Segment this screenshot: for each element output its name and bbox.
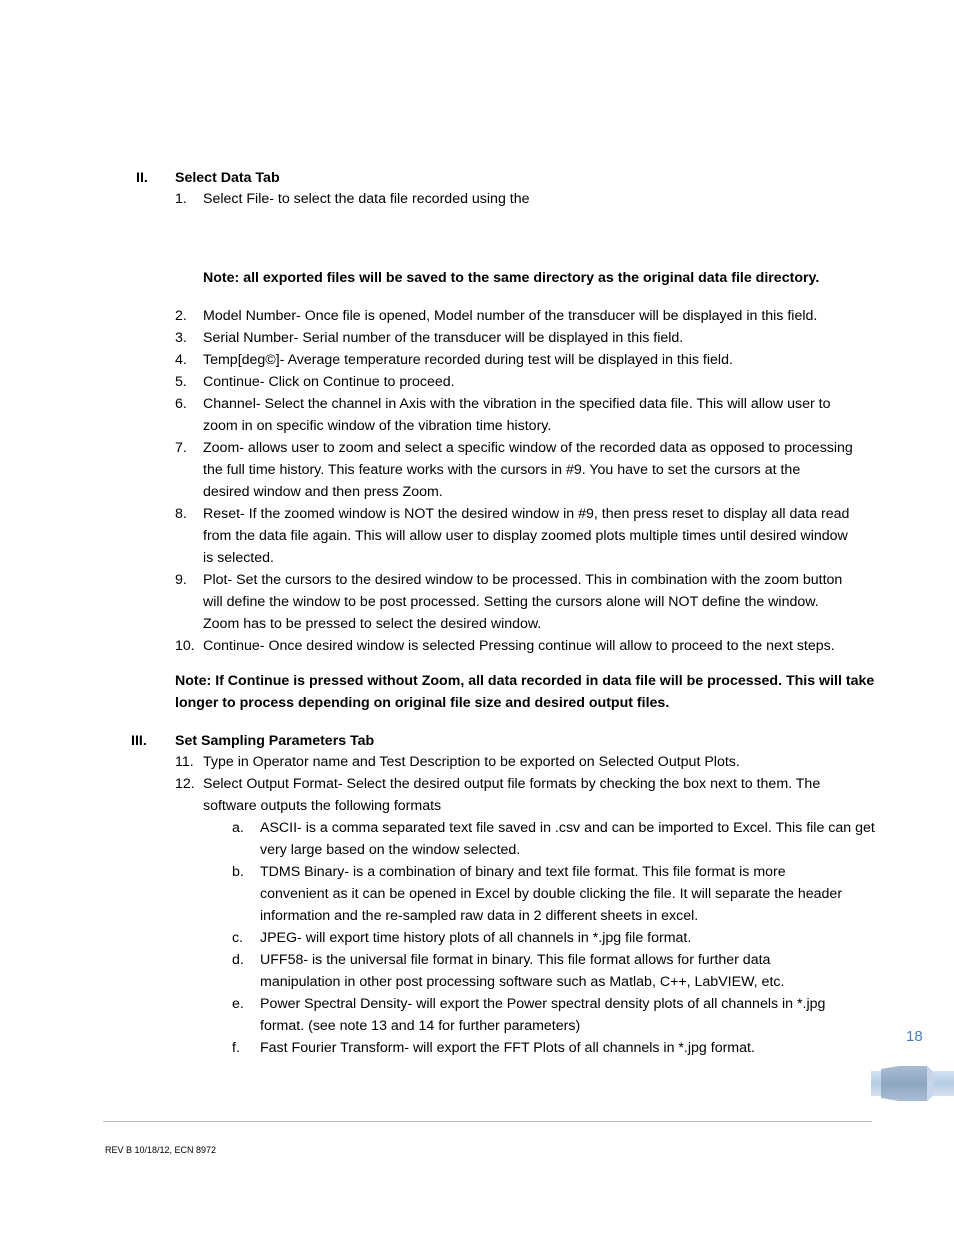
list-item-text: zoom in on specific window of the vibration time history. (203, 418, 552, 434)
format-item-text: ASCII- is a comma separated text file saved in .csv and can be imported to Excel. This file can get (260, 820, 875, 836)
list-item-number: 3. (175, 330, 187, 346)
list-item-text: Reset- If the zoomed window is NOT the desired window in #9, then press reset to display all data read (203, 506, 850, 522)
list-item-number: 9. (175, 572, 187, 588)
list-item-number: 4. (175, 352, 187, 368)
format-item-number: a. (232, 820, 244, 836)
section-2-title: Select Data Tab (175, 170, 280, 186)
list-item-number: 6. (175, 396, 187, 412)
page-tab-graphic (871, 1066, 954, 1101)
format-item-number: c. (232, 930, 244, 946)
list-item-text: will define the window to be post processed. Setting the cursors alone will NOT define the window. (203, 594, 819, 610)
list-item-text: is selected. (203, 550, 274, 566)
format-item-text: Power Spectral Density- will export the Power spectral density plots of all channels in *.jpg (260, 996, 826, 1012)
list-item-number: 5. (175, 374, 187, 390)
list-item-text: from the data file again. This will allow user to display zoomed plots multiple times until desired window (203, 528, 848, 544)
note-exported-files: Note: all exported files will be saved to the same directory as the original data file directory. (203, 270, 820, 286)
format-item-number: d. (232, 952, 244, 968)
note-continue-line-2: longer to process depending on original file size and desired output files. (175, 695, 670, 711)
list-item-text: desired window and then press Zoom. (203, 484, 443, 500)
format-item-text: format. (see note 13 and 14 for further parameters) (260, 1018, 581, 1034)
list-item-number: 12. (175, 776, 195, 792)
list-item-number: 2. (175, 308, 187, 324)
list-item-text: Channel- Select the channel in Axis with the vibration in the specified data file. This will allow user to (203, 396, 831, 412)
list-item-number: 8. (175, 506, 187, 522)
list-item-text: software outputs the following formats (203, 798, 442, 814)
list-item-text: Zoom- allows user to zoom and select a specific window of the recorded data as opposed to processing (203, 440, 853, 456)
format-item-number: e. (232, 996, 244, 1012)
format-item-text: Fast Fourier Transform- will export the FFT Plots of all channels in *.jpg format. (260, 1040, 755, 1056)
list-item-text: Temp[deg©]- Average temperature recorded during test will be displayed in this field. (203, 352, 733, 368)
note-continue-line-1: Note: If Continue is pressed without Zoom, all data recorded in data file will be processed. This will take (175, 673, 875, 689)
format-item-text: UFF58- is the universal file format in binary. This file format allows for further data (260, 952, 771, 968)
list-item-text: Serial Number- Serial number of the transducer will be displayed in this field. (203, 330, 684, 346)
format-item-number: b. (232, 864, 244, 880)
section-3-title: Set Sampling Parameters Tab (175, 733, 375, 749)
page-number: 18 (906, 1028, 923, 1045)
item-1-number: 1. (175, 191, 187, 207)
section-3-numeral: III. (131, 733, 147, 749)
list-item-text: Continue- Once desired window is selected Pressing continue will allow to proceed to the next steps. (203, 638, 835, 654)
list-item-text: Type in Operator name and Test Description to be exported on Selected Output Plots. (203, 754, 740, 770)
list-item-text: Zoom has to be pressed to select the desired window. (203, 616, 542, 632)
section-2-numeral: II. (136, 170, 148, 186)
format-item-text: TDMS Binary- is a combination of binary and text file format. This file format is more (260, 864, 786, 880)
format-item-text: manipulation in other post processing software such as Matlab, C++, LabVIEW, etc. (260, 974, 785, 990)
item-1-text: Select File- to select the data file recorded using the (203, 191, 530, 207)
format-item-text: JPEG- will export time history plots of all channels in *.jpg file format. (260, 930, 692, 946)
footer-revision: REV B 10/18/12, ECN 8972 (105, 1145, 217, 1155)
format-item-text: convenient as it can be opened in Excel by double clicking the file. It will separate the header (260, 886, 843, 902)
list-item-number: 10. (175, 638, 195, 654)
format-item-text: information and the re-sampled raw data in 2 different sheets in excel. (260, 908, 699, 924)
footer-divider (103, 1121, 872, 1122)
list-item-number: 7. (175, 440, 187, 456)
list-item-text: the full time history. This feature works with the cursors in #9. You have to set the cursors at the (203, 462, 801, 478)
format-item-text: very large based on the window selected. (260, 842, 521, 858)
list-item-text: Continue- Click on Continue to proceed. (203, 374, 455, 390)
list-item-number: 11. (175, 754, 194, 770)
list-item-text: Model Number- Once file is opened, Model number of the transducer will be displayed in this field. (203, 308, 818, 324)
list-item-text: Plot- Set the cursors to the desired window to be processed. This in combination with the zoom button (203, 572, 843, 588)
format-item-number: f. (232, 1040, 240, 1056)
list-item-text: Select Output Format- Select the desired output file formats by checking the box next to them. The (203, 776, 821, 792)
